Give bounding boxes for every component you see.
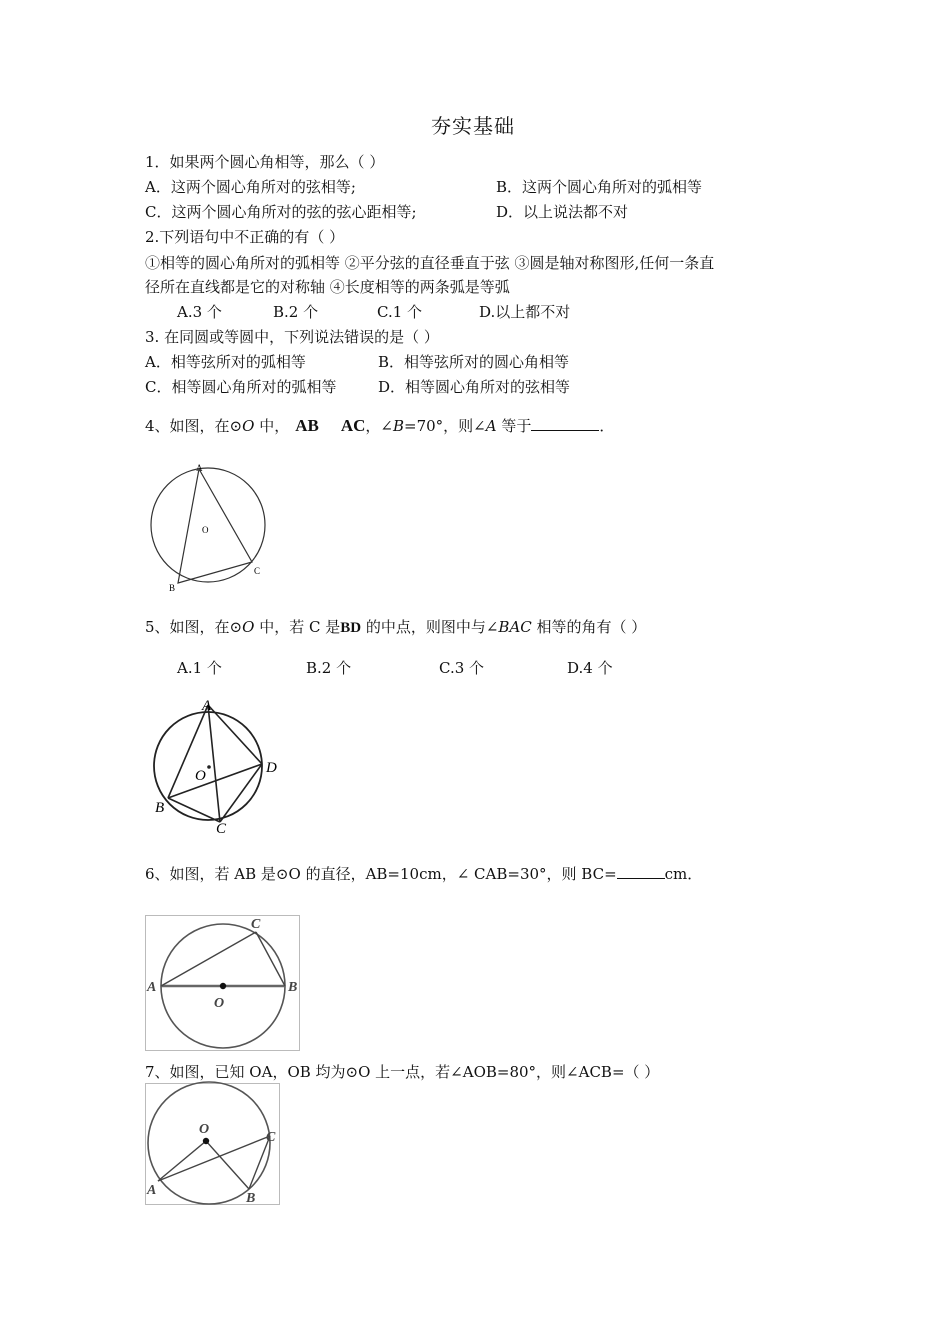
q7-label-c: C [266,1130,276,1145]
q3-option-d: D．相等圆心角所对的弦相等 [378,378,571,396]
q1-option-d: D．以上说法都不对 [496,203,629,221]
q2-option-b: B.2 个 [273,303,319,321]
q2-option-a: A.3 个 [177,303,222,321]
q5-stem: 5、如图，在⊙O 中，若 C 是BD 的中点，则图中与∠BAC 相等的角有（ ） [145,618,647,636]
q1-option-c: C．这两个圆心角所对的弦的弦心距相等; [145,203,417,221]
q6-label-o: O [214,996,225,1011]
q6-label-a: A [147,980,157,995]
arc-ac: AC [340,416,366,435]
q3-option-b: B．相等弦所对的圆心角相等 [378,353,570,371]
q2-statements-line2: 径所在直线都是它的对称轴 ④长度相等的两条弧是等弧 [145,278,510,296]
q2-stem: 2.下列语句中不正确的有（ ） [145,228,345,246]
q4-stem: 4、如图，在⊙O 中， AB AC，∠B=70°，则∠A 等于 ． [145,416,615,435]
q5-label-o: O [195,768,206,784]
q2-statements-line1: ①相等的圆心角所对的弧相等 ②平分弦的直径垂直于弦 ③圆是轴对称图形,任何一条直 [145,254,715,272]
circle-label: O [242,417,255,435]
arc-bd: BD [340,620,362,636]
q5-figure [150,698,290,843]
q4-label-b: B [169,583,176,593]
q4-triangle [178,469,252,583]
q7-label-o: O [199,1122,210,1137]
answer-blank[interactable] [531,416,599,431]
q3-option-c: C．相等圆心角所对的弧相等 [145,378,337,396]
q2-option-c: C.1 个 [377,303,423,321]
q5-label-b: B [155,800,165,816]
q6-center-dot [220,983,226,989]
page-title: 夯实基础 [431,114,515,138]
q5-label-a: A [202,698,212,714]
answer-blank[interactable] [617,864,665,879]
q7-figure [145,1083,281,1206]
q4-label-c: C [254,566,261,576]
q3-stem: 3. 在同圆或等圆中，下列说法错误的是（ ） [145,328,439,346]
q5-option-c: C.3 个 [439,659,485,677]
q4-figure [140,460,280,600]
q7-label-a: A [147,1183,157,1198]
q5-option-a: A.1 个 [177,659,222,677]
q5-label-c: C [216,821,227,837]
arc-ab: AB [295,416,319,435]
q4-label-a: A [196,463,203,473]
q5-option-d: D.4 个 [567,659,613,677]
q7-stem: 7、如图，已知 OA，OB 均为⊙O 上一点，若∠AOB=80°，则∠ACB=（ ） [145,1063,660,1081]
q7-center-dot [203,1138,209,1144]
q1-stem: 1．如果两个圆心角相等，那么（ ） [145,153,385,171]
q1-option-a: A．这两个圆心角所对的弦相等; [145,178,356,196]
q5-label-d: D [266,760,277,776]
q6-label-b: B [288,980,298,995]
q1-option-b: B．这两个圆心角所对的弧相等 [496,178,703,196]
q5-center-dot [207,765,211,769]
q6-figure [145,915,301,1052]
q2-option-d: D.以上都不对 [479,303,571,321]
q6-label-c: C [251,917,261,932]
q6-stem: 6、如图，若 AB 是⊙O 的直径，AB=10cm，∠ CAB=30°，则 BC= cm． [145,865,703,883]
q3-option-a: A．相等弦所对的弧相等 [145,353,306,371]
q5-option-b: B.2 个 [306,659,352,677]
q4-label-o: O [202,525,209,535]
q7-label-b: B [246,1191,256,1206]
